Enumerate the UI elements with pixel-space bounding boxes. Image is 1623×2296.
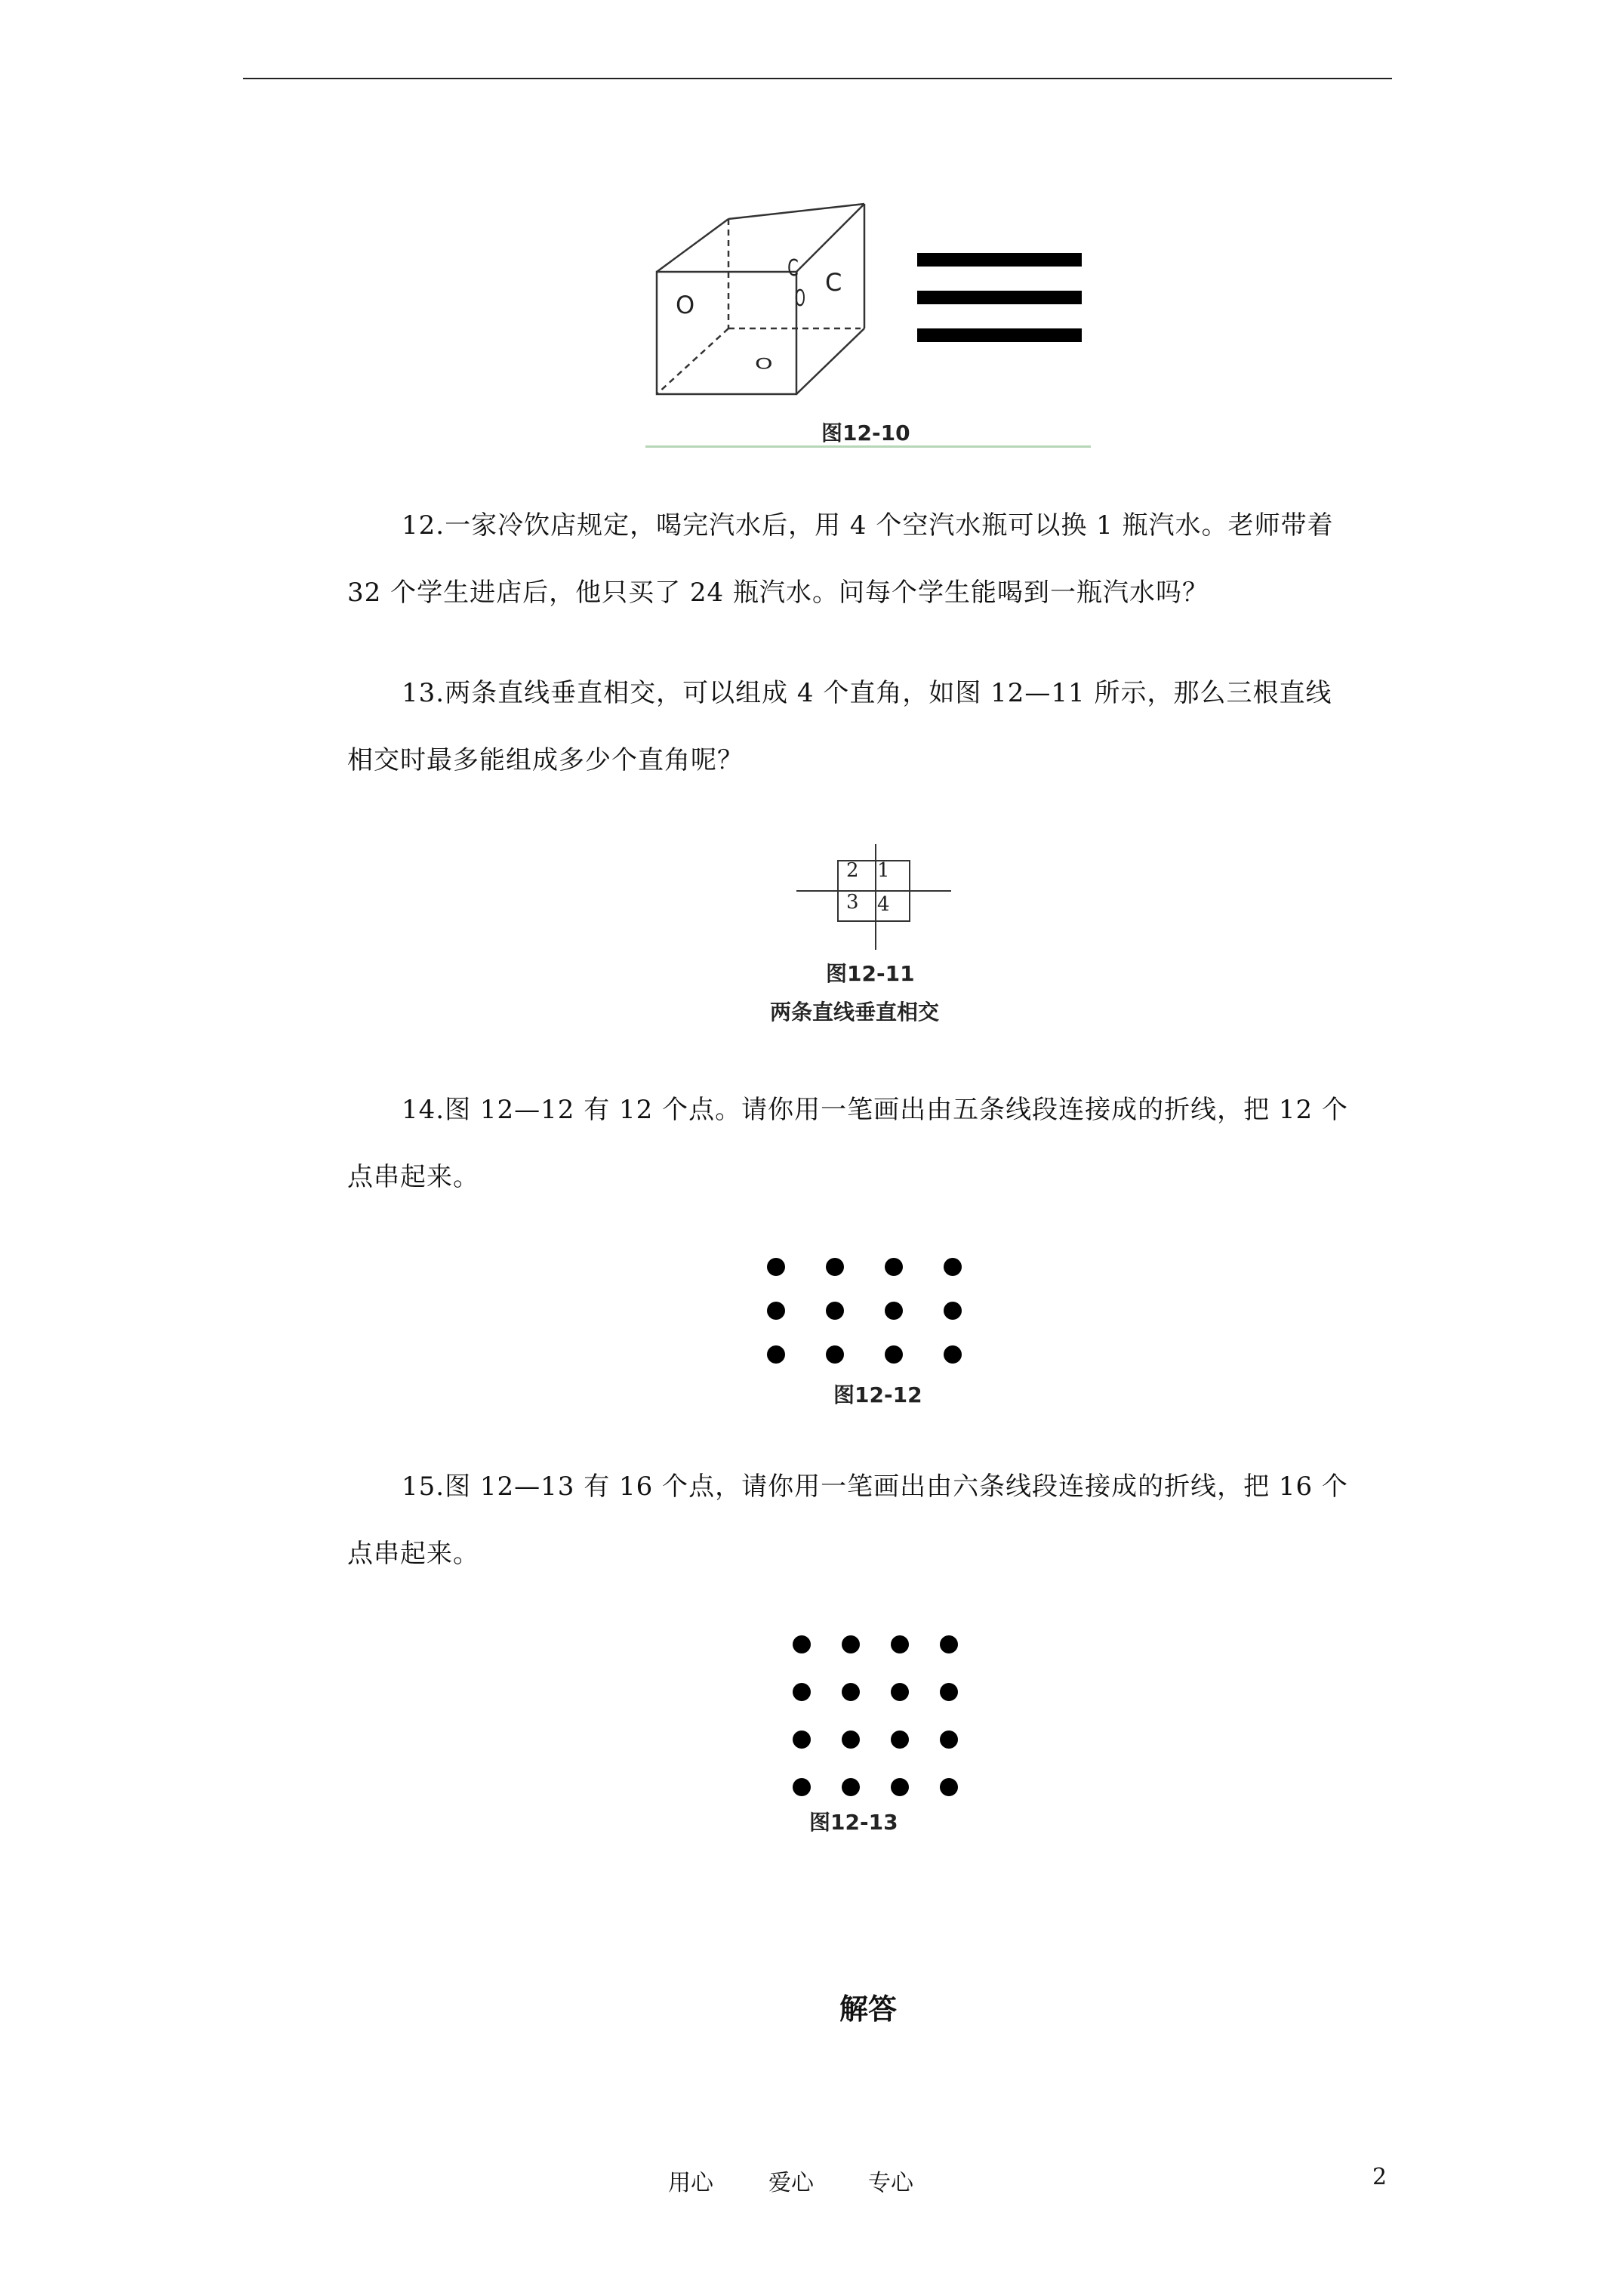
answer-title: 解答 — [839, 1992, 897, 2026]
problem-15-line: 15.图 12—13 有 16 个点，请你用一笔画出由六条线段连接成的折线，把 16 个 — [402, 1472, 1348, 1502]
problem-13-line: 相交时最多能组成多少个直角呢？ — [347, 745, 744, 775]
footer-item: 爱心 — [768, 2170, 814, 2196]
problem-15 — [347, 1453, 1389, 1588]
figure-12-13-dot — [940, 1635, 958, 1653]
figure-12-13-dot — [793, 1635, 811, 1653]
figure-12-12-caption: 图12-12 — [833, 1382, 922, 1407]
figure-12-13-dot — [891, 1730, 909, 1749]
figure-12-13-dot — [842, 1683, 860, 1701]
footer-item: 用心 — [668, 2170, 713, 2196]
figure-12-12-dot — [944, 1258, 962, 1276]
figure-12-10-underline — [645, 445, 1091, 448]
figure-12-11-subcaption: 两条直线垂直相交 — [770, 1000, 940, 1025]
figure-12-13-dot — [793, 1730, 811, 1749]
figure-12-12-dot — [944, 1345, 962, 1364]
figure-12-12-dot — [944, 1302, 962, 1320]
figure-12-13-dot-grid — [785, 1631, 959, 1782]
figure-12-12-dot — [767, 1258, 785, 1276]
figure-12-12-dot — [826, 1302, 844, 1320]
figure-12-12-dot-grid — [755, 1253, 981, 1374]
figure-12-11-angle-label: 4 — [877, 893, 890, 916]
figure-12-13-dot — [940, 1778, 958, 1796]
footer-item: 专心 — [868, 2170, 913, 2196]
problem-15-line: 点串起来。 — [347, 1539, 479, 1569]
figure-12-13-dot — [842, 1635, 860, 1653]
figure-12-11-angle-label: 2 — [846, 859, 859, 882]
figure-12-10-face-letter: C — [825, 268, 842, 297]
figure-12-10-face-letter: C — [787, 255, 799, 282]
figure-12-13-dot — [842, 1730, 860, 1749]
figure-12-13-dot — [793, 1778, 811, 1796]
problem-13-line: 13.两条直线垂直相交，可以组成 4 个直角，如图 12—11 所示，那么三根直线 — [402, 678, 1332, 708]
figure-12-10-bars — [917, 253, 1083, 351]
figure-12-12-dot — [885, 1302, 903, 1320]
figure-12-11-angle-label: 1 — [877, 859, 890, 882]
figure-12-12-dot — [826, 1345, 844, 1364]
figure-12-12-dot — [885, 1345, 903, 1364]
figure-12-10-caption: 图12-10 — [821, 421, 910, 445]
figure-12-10-face-letter: O — [676, 291, 695, 319]
problem-14-line: 14.图 12—12 有 12 个点。请你用一笔画出由五条线段连接成的折线，把 12 个 — [402, 1095, 1348, 1125]
figure-12-11-angle-label: 3 — [846, 891, 859, 914]
header-rule — [243, 78, 1392, 79]
figure-12-13-dot — [940, 1683, 958, 1701]
figure-12-12-dot — [826, 1258, 844, 1276]
figure-12-11-perpendicular-lines — [796, 844, 955, 951]
figure-12-11-caption: 图12-11 — [826, 961, 915, 986]
problem-12-line: 32 个学生进店后，他只买了 24 瓶汽水。问每个学生能喝到一瓶汽水吗？ — [347, 578, 1209, 608]
figure-12-13-dot — [793, 1683, 811, 1701]
page-number: 2 — [1372, 2164, 1387, 2190]
problem-14 — [347, 1077, 1389, 1211]
figure-12-12-dot — [767, 1345, 785, 1364]
figure-12-13-dot — [891, 1635, 909, 1653]
problem-13 — [347, 660, 1389, 794]
problem-14-line: 点串起来。 — [347, 1162, 479, 1192]
figure-12-12-dot — [767, 1302, 785, 1320]
figure-12-13-caption: 图12-13 — [809, 1810, 898, 1835]
figure-12-10-face-letter: O — [755, 356, 773, 373]
figure-12-13-dot — [940, 1730, 958, 1749]
problem-12 — [347, 492, 1389, 627]
figure-12-13-dot — [891, 1683, 909, 1701]
figure-12-13-dot — [842, 1778, 860, 1796]
figure-12-12-dot — [885, 1258, 903, 1276]
figure-12-13-dot — [891, 1778, 909, 1796]
figure-12-10-face-letter: O — [794, 285, 805, 312]
problem-12-line: 12.一家冷饮店规定，喝完汽水后，用 4 个空汽水瓶可以换 1 瓶汽水。老师带着 — [402, 510, 1334, 541]
